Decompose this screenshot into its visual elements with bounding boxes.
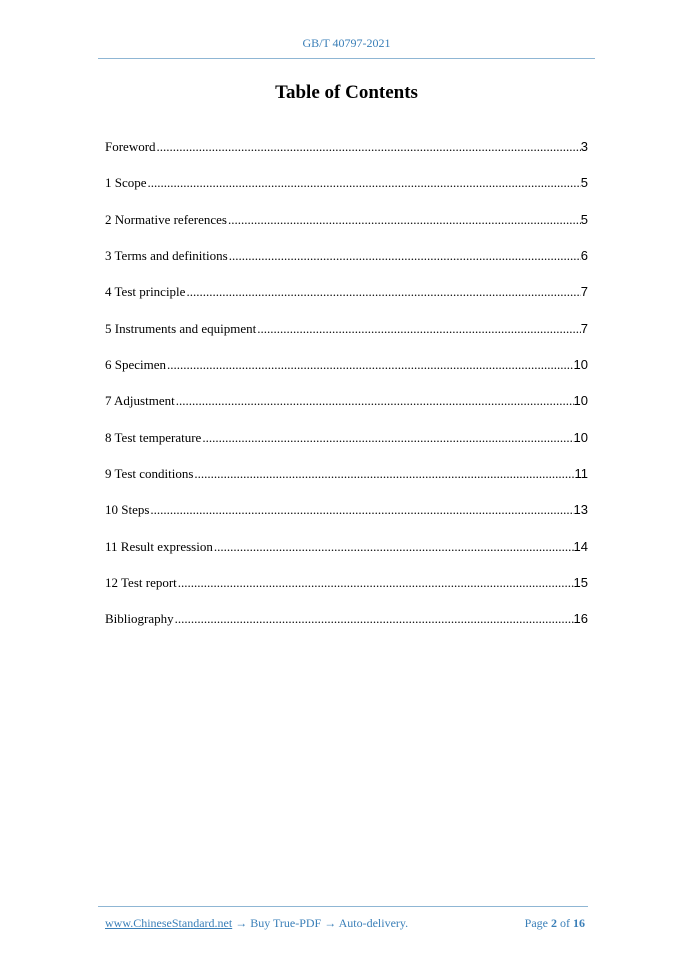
toc-title: Table of Contents <box>275 82 418 103</box>
toc-entry-page: 13 <box>573 502 588 518</box>
site-link[interactable]: www.ChineseStandard.net <box>105 916 233 930</box>
toc-entry-page: 10 <box>573 357 588 373</box>
toc-entry-page: 16 <box>573 611 588 627</box>
toc-leader-dots <box>174 610 574 628</box>
footer-divider <box>98 906 588 907</box>
toc-entry-scope[interactable] <box>105 174 588 210</box>
toc-leader-dots <box>193 465 574 483</box>
toc-leader-dots <box>213 538 574 556</box>
toc-entry-terms-and-definitions[interactable] <box>105 247 588 283</box>
toc-leader-dots <box>201 429 573 447</box>
of-label: of <box>560 916 570 930</box>
toc-leader-dots <box>228 247 581 265</box>
toc-entry-page: 11 <box>574 466 588 482</box>
page-label: Page <box>524 916 548 930</box>
toc-entry-label: 10 Steps <box>105 502 150 518</box>
toc-entry-test-conditions[interactable] <box>105 465 588 501</box>
total-pages-number: 16 <box>573 916 585 930</box>
toc-entry-result-expression[interactable] <box>105 538 588 574</box>
toc-entry-adjustment[interactable] <box>105 392 588 428</box>
toc-entry-bibliography[interactable] <box>105 610 588 646</box>
toc-entry-label: 8 Test temperature <box>105 429 202 445</box>
toc-entry-label: 2 Normative references <box>105 211 227 227</box>
toc-entry-label: 12 Test report <box>105 575 177 591</box>
toc-entry-page: 7 <box>580 320 588 336</box>
toc-leader-dots <box>166 356 574 374</box>
toc-entry-label: 4 Test principle <box>105 284 186 300</box>
toc-entry-label: 3 Terms and definitions <box>105 248 228 264</box>
toc-entry-test-principle[interactable] <box>105 283 588 319</box>
toc-leader-dots <box>227 211 581 229</box>
toc-entry-foreword[interactable] <box>105 138 588 174</box>
toc-entry-page: 5 <box>580 211 588 227</box>
toc-leader-dots <box>185 283 580 301</box>
toc-entry-specimen[interactable] <box>105 356 588 392</box>
auto-delivery-text: Auto-delivery. <box>338 916 409 930</box>
toc-leader-dots <box>149 501 573 519</box>
toc-entry-label: 9 Test conditions <box>105 466 194 482</box>
arrow-right-icon: → <box>235 916 248 930</box>
toc-entry-page: 15 <box>573 575 588 591</box>
toc-entry-label: 6 Specimen <box>105 357 167 373</box>
toc-leader-dots <box>177 574 574 592</box>
toc-entry-instruments-and-equipment[interactable] <box>105 320 588 356</box>
toc-entry-normative-references[interactable] <box>105 211 588 247</box>
page-footer <box>105 916 585 931</box>
header-divider <box>98 58 595 59</box>
toc-leader-dots <box>256 320 580 338</box>
toc-entry-label: Foreword <box>105 139 156 154</box>
footer-page-indicator <box>525 916 585 931</box>
toc-entry-steps[interactable] <box>105 501 588 537</box>
footer-left <box>105 916 408 931</box>
buy-true-pdf-text: Buy True-PDF <box>250 916 322 930</box>
toc-entry-page: 7 <box>580 284 588 300</box>
toc-entry-page: 14 <box>573 538 588 554</box>
toc-entry-page: 10 <box>573 429 588 445</box>
arrow-right-icon: → <box>324 916 337 930</box>
toc-list <box>105 138 588 647</box>
toc-entry-page: 6 <box>580 248 588 264</box>
toc-entry-label: 11 Result expression <box>105 538 213 554</box>
toc-entry-page: 10 <box>573 393 588 409</box>
current-page-number: 2 <box>551 916 557 930</box>
toc-leader-dots <box>156 138 581 156</box>
header-standard-code: GB/T 40797-2021 <box>302 36 391 50</box>
toc-entry-test-temperature[interactable] <box>105 429 588 465</box>
toc-entry-page: 3 <box>580 139 588 154</box>
toc-entry-label: 5 Instruments and equipment <box>105 320 257 336</box>
toc-entry-label: Bibliography <box>105 611 174 627</box>
toc-entry-page: 5 <box>580 175 588 191</box>
toc-entry-label: 1 Scope <box>105 175 147 191</box>
toc-entry-label: 7 Adjustment <box>105 393 175 409</box>
toc-leader-dots <box>147 174 581 192</box>
toc-leader-dots <box>175 392 574 410</box>
toc-entry-test-report[interactable] <box>105 574 588 610</box>
